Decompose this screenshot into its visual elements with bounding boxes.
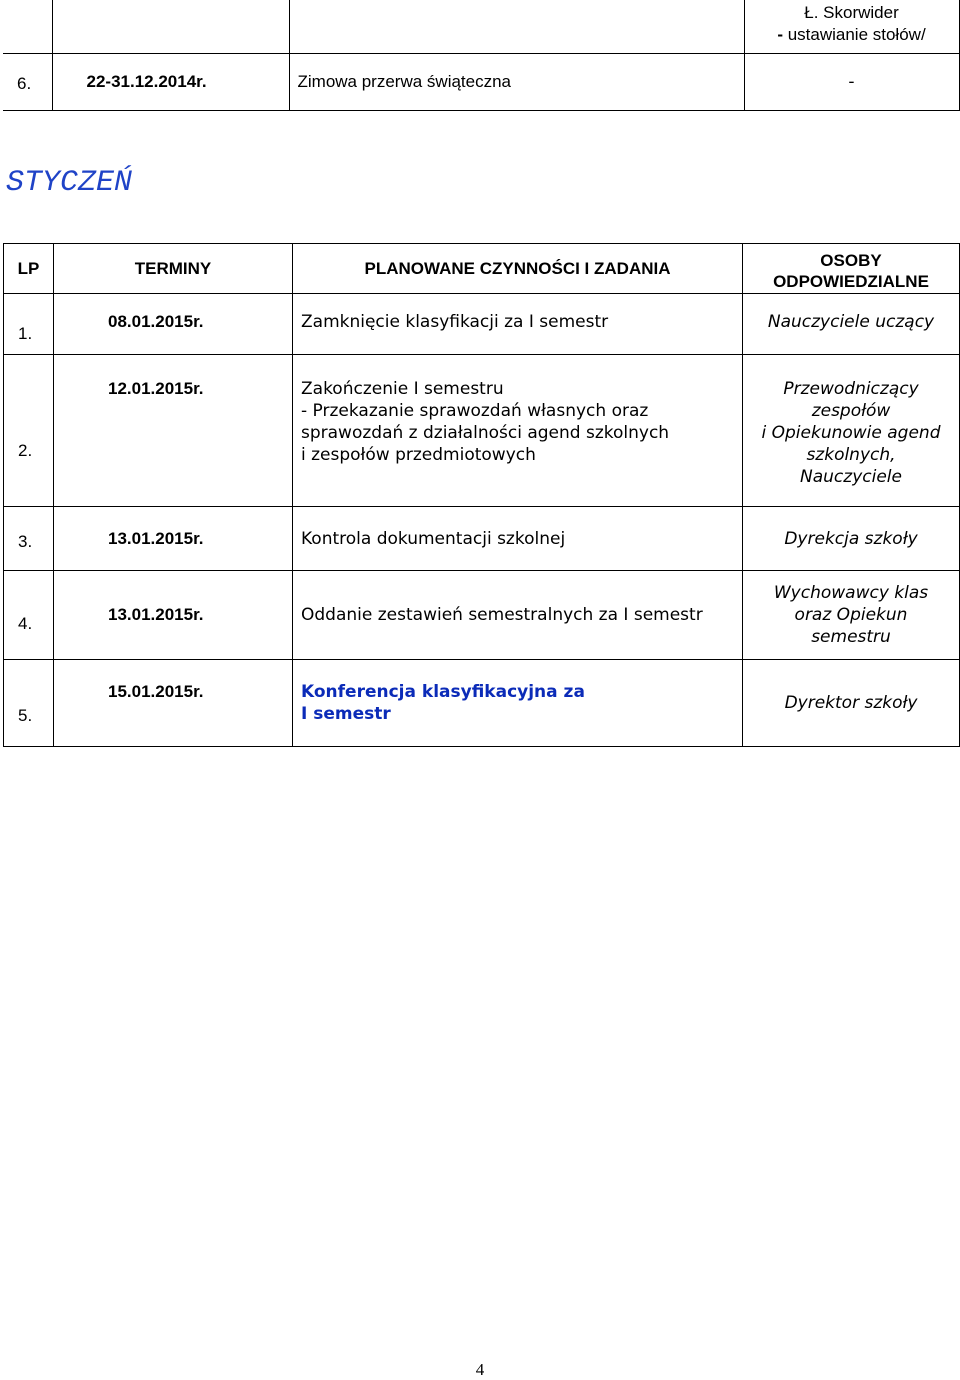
- row-responsible: -: [744, 53, 959, 110]
- skorwider-text: ustawianie stołów/: [782, 25, 926, 44]
- row-date: 08.01.2015r.: [54, 294, 293, 355]
- row-task: Zamknięcie klasyfikacji za I semestr: [293, 294, 743, 355]
- row-responsible: Dyrekcja szkoły: [743, 507, 960, 571]
- row-date: 13.01.2015r.: [54, 507, 293, 571]
- header-lp: LP: [4, 244, 54, 294]
- previous-section-table: [3, 0, 960, 111]
- skorwider-line2: [745, 24, 959, 46]
- table-row: [4, 355, 960, 507]
- task-line: i zespołów przedmiotowych: [301, 445, 536, 465]
- page-number: 4: [475, 1360, 485, 1379]
- schedule-table: [3, 243, 960, 747]
- row-task: [293, 660, 743, 747]
- row-responsible: [743, 355, 960, 507]
- row-responsible: Dyrektor szkoły: [743, 660, 960, 747]
- task-line: - Przekazanie sprawozdań własnych oraz: [301, 401, 649, 421]
- row-task: Kontrola dokumentacji szkolnej: [293, 507, 743, 571]
- row-date: 15.01.2015r.: [54, 660, 293, 747]
- row-responsible: Nauczyciele uczący: [743, 294, 960, 355]
- row-lp: 5.: [4, 660, 54, 747]
- responsible-line: zespołów: [811, 401, 891, 421]
- table-row: [3, 53, 959, 110]
- row-lp: 1.: [4, 294, 54, 355]
- skorwider-cell: [744, 0, 959, 53]
- row-task: Zimowa przerwa świąteczna: [289, 53, 744, 110]
- responsible-line: szkolnych,: [806, 445, 896, 465]
- row-lp: 2.: [4, 355, 54, 507]
- table-row: [4, 660, 960, 747]
- task-line: Zakończenie I semestru: [301, 379, 504, 399]
- table-row: [4, 294, 960, 355]
- header-tasks: PLANOWANE CZYNNOŚCI I ZADANIA: [293, 244, 743, 294]
- responsible-line: Wychowawcy klas: [773, 583, 929, 603]
- task-line: sprawozdań z działalności agend szkolnych: [301, 423, 670, 443]
- row-date: 22-31.12.2014r.: [52, 53, 289, 110]
- row-task: Oddanie zestawień semestralnych za I semestr: [293, 571, 743, 660]
- task-line: Konferencja klasyfikacyjna za: [301, 682, 585, 702]
- table-row: [4, 507, 960, 571]
- row-date: 12.01.2015r.: [54, 355, 293, 507]
- row-lp: 4.: [4, 571, 54, 660]
- responsible-line: Przewodniczący: [783, 379, 919, 399]
- header-responsible: OSOBY ODPOWIEDZIALNE: [743, 244, 960, 294]
- skorwider-dash: -: [777, 25, 783, 44]
- responsible-line: i Opiekunowie agend: [761, 423, 941, 443]
- responsible-line: oraz Opiekun: [794, 605, 908, 625]
- row-lp: 6.: [3, 53, 52, 110]
- row-task: [293, 355, 743, 507]
- row-lp: 3.: [4, 507, 54, 571]
- header-row: [4, 244, 960, 294]
- responsible-line: Nauczyciele: [800, 467, 902, 487]
- header-terms: TERMINY: [54, 244, 293, 294]
- skorwider-row: [3, 0, 959, 53]
- row-date: 13.01.2015r.: [54, 571, 293, 660]
- month-heading: STYCZEŃ: [6, 166, 133, 200]
- row-responsible: [743, 571, 960, 660]
- skorwider-line1: Ł. Skorwider: [804, 3, 899, 22]
- task-line: I semestr: [301, 704, 391, 724]
- table-row: [4, 571, 960, 660]
- responsible-line: semestru: [811, 627, 891, 647]
